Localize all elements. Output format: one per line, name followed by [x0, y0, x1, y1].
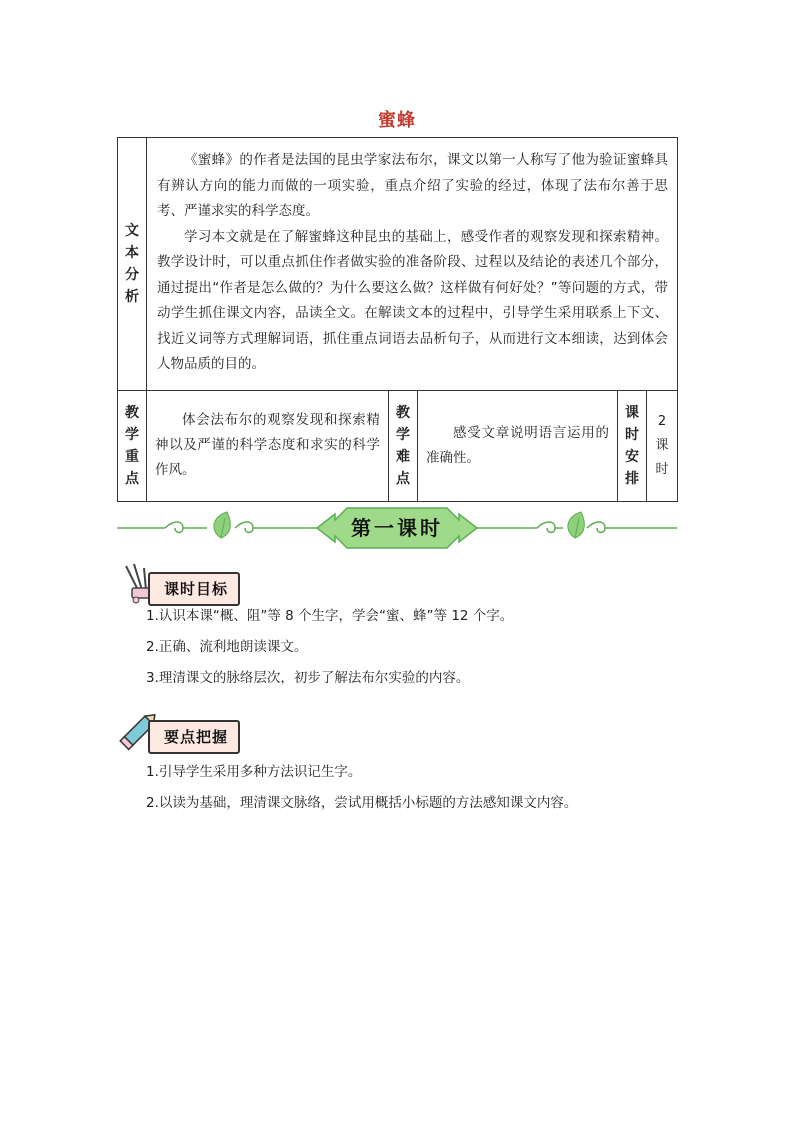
list-item: 2.正确、流利地朗读课文。 [146, 639, 308, 655]
label-char: 学 [396, 426, 410, 443]
lesson-banner [117, 506, 677, 550]
difficulty-label [389, 390, 418, 501]
banner-title: 第一课时 [351, 516, 443, 540]
goals-tag: 课时目标 [148, 572, 240, 606]
hours-char: 时 [655, 461, 669, 477]
list-item: 1.认识本课“概、阻”等 8 个生字，学会“蜜、蜂”等 12 个字。 [146, 608, 514, 624]
label-char: 安 [625, 448, 639, 465]
label-char: 排 [625, 470, 639, 487]
goals-list [146, 601, 513, 694]
lesson-table [117, 137, 678, 502]
label-char: 分 [125, 266, 139, 283]
keypoints-header [118, 708, 298, 754]
label-char: 课 [625, 404, 639, 421]
list-item: 1.引导学生采用多种方法识记生字。 [146, 764, 362, 780]
label-char: 重 [125, 448, 139, 465]
label-char: 难 [396, 448, 410, 465]
label-char: 教 [396, 404, 410, 421]
label-char: 教 [125, 404, 139, 421]
key-text: 体会法布尔的观察发现和探索精神以及严谨的科学态度和求实的科学作风。 [147, 390, 389, 501]
analysis-label [118, 138, 147, 391]
analysis-text [147, 138, 678, 391]
label-char: 文 [125, 222, 139, 239]
analysis-paragraph: 《蜜蜂》的作者是法国的昆虫学家法布尔，课文以第一人称写了他为验证蜜蜂具有辨认方向的能力而做的一项实验，重点介绍了实验的经过，体现了法布尔善于思考、严谨求实的科学态度。 [157, 152, 669, 219]
key-label [118, 390, 147, 501]
label-char: 点 [396, 470, 410, 487]
label-char: 析 [125, 288, 139, 305]
list-item: 2.以读为基础，理清课文脉络，尝试用概括小标题的方法感知课文内容。 [146, 795, 578, 811]
label-char: 点 [125, 470, 139, 487]
difficulty-text: 感受文章说明语言运用的准确性。 [418, 390, 618, 501]
schedule-label [618, 390, 647, 501]
hours-value [647, 390, 678, 501]
label-char: 学 [125, 426, 139, 443]
keypoints-list [146, 757, 577, 819]
hours-char: 课 [655, 437, 669, 453]
page-title: 蜜蜂 [378, 110, 416, 131]
analysis-paragraph: 学习本文就是在了解蜜蜂这种昆虫的基础上，感受作者的观察发现和探索精神。教学设计时，可以重点抓住作者做实验的准备阶段、过程以及结论的表述几个部分，通过提出“作者是怎么做的？为什么要这么做？这样做有何好处？”等问题的方式，带动学生抓住课文内容，品读全文。在解读文本的过程中，引导学生采用联系上下文、找近义词等方式理解词语，抓住重点词语去品析句子，从而进行文本细读，达到体会人物品质的目的。 [157, 228, 669, 372]
keypoints-tag: 要点把握 [148, 720, 240, 754]
label-char: 本 [125, 244, 139, 261]
goals-header [118, 560, 298, 606]
label-char: 时 [625, 426, 639, 443]
list-item: 3.理清课文的脉络层次，初步了解法布尔实验的内容。 [146, 670, 470, 686]
hours-char: 2 [657, 413, 667, 429]
